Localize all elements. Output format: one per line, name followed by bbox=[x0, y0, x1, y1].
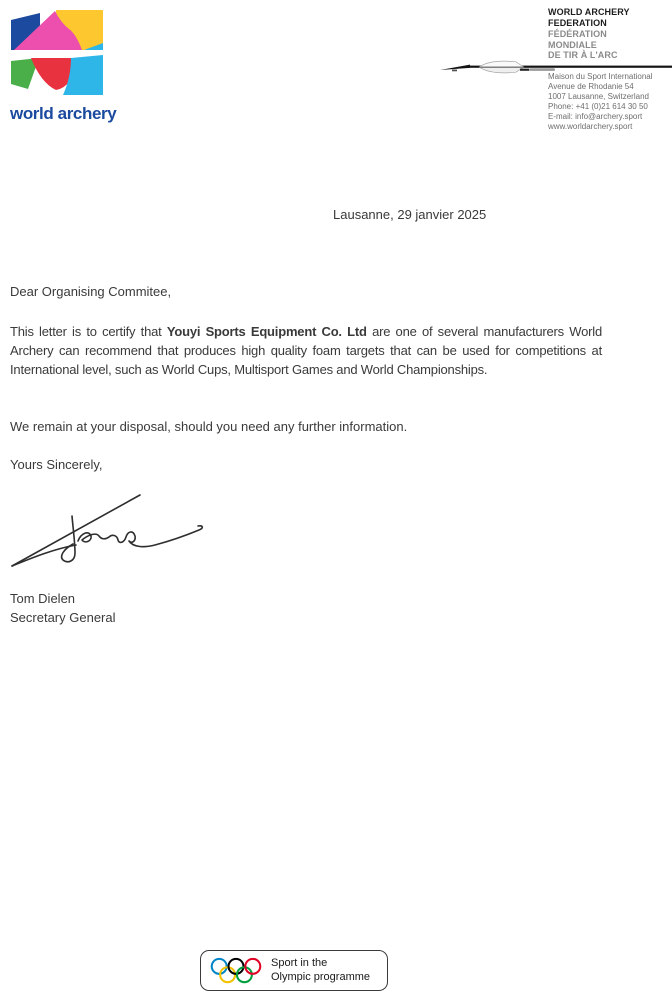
org-name-fr-line: FÉDÉRATION bbox=[548, 29, 607, 39]
salutation: Dear Organising Commitee, bbox=[10, 284, 172, 299]
address-line: Avenue de Rhodanie 54 bbox=[548, 82, 634, 91]
dateline: Lausanne, 29 janvier 2025 bbox=[333, 207, 487, 222]
address-line-email: E-mail: info@archery.sport bbox=[548, 112, 643, 121]
org-name-french bbox=[548, 29, 618, 61]
olympic-programme-badge bbox=[200, 950, 388, 991]
org-name-english bbox=[548, 7, 630, 28]
org-address bbox=[548, 72, 653, 132]
signer-name: Tom Dielen bbox=[10, 591, 76, 606]
olympic-badge-line: Olympic programme bbox=[271, 970, 371, 983]
closing-paragraph: We remain at your disposal, should you need any further information. bbox=[10, 419, 408, 434]
org-name-line: WORLD ARCHERY bbox=[548, 7, 630, 17]
signer-title: Secretary General bbox=[10, 610, 116, 625]
paragraph-text: are one of several manufacturers World Archery can recommend that produces high quality foam targets that can be used for competitions at International level, such as World Cups, Multisport Games and World Championships. bbox=[10, 324, 602, 377]
org-name-fr-line: DE TIR À L'ARC bbox=[548, 50, 618, 60]
paragraph-text: This letter is to certify that bbox=[10, 324, 167, 339]
world-archery-logo bbox=[10, 10, 117, 124]
address-line: Maison du Sport International bbox=[548, 72, 653, 81]
olympic-badge-text bbox=[271, 957, 370, 984]
address-line-phone: Phone: +41 (0)21 614 30 50 bbox=[548, 102, 648, 111]
world-archery-bow-icon bbox=[10, 10, 104, 96]
company-name: Youyi Sports Equipment Co. Ltd bbox=[166, 324, 367, 339]
address-line-website: www.worldarchery.sport bbox=[548, 122, 633, 131]
valediction: Yours Sincerely, bbox=[10, 457, 103, 472]
logo-wordmark: world archery bbox=[10, 104, 117, 123]
org-name-fr-line: MONDIALE bbox=[548, 39, 597, 50]
handwritten-signature bbox=[6, 483, 211, 573]
certification-paragraph bbox=[10, 322, 602, 379]
olympic-rings-icon bbox=[208, 956, 264, 986]
olympic-badge-line: Sport in the bbox=[271, 957, 328, 969]
org-name-line: FEDERATION bbox=[548, 17, 607, 28]
address-line: 1007 Lausanne, Switzerland bbox=[548, 92, 649, 101]
